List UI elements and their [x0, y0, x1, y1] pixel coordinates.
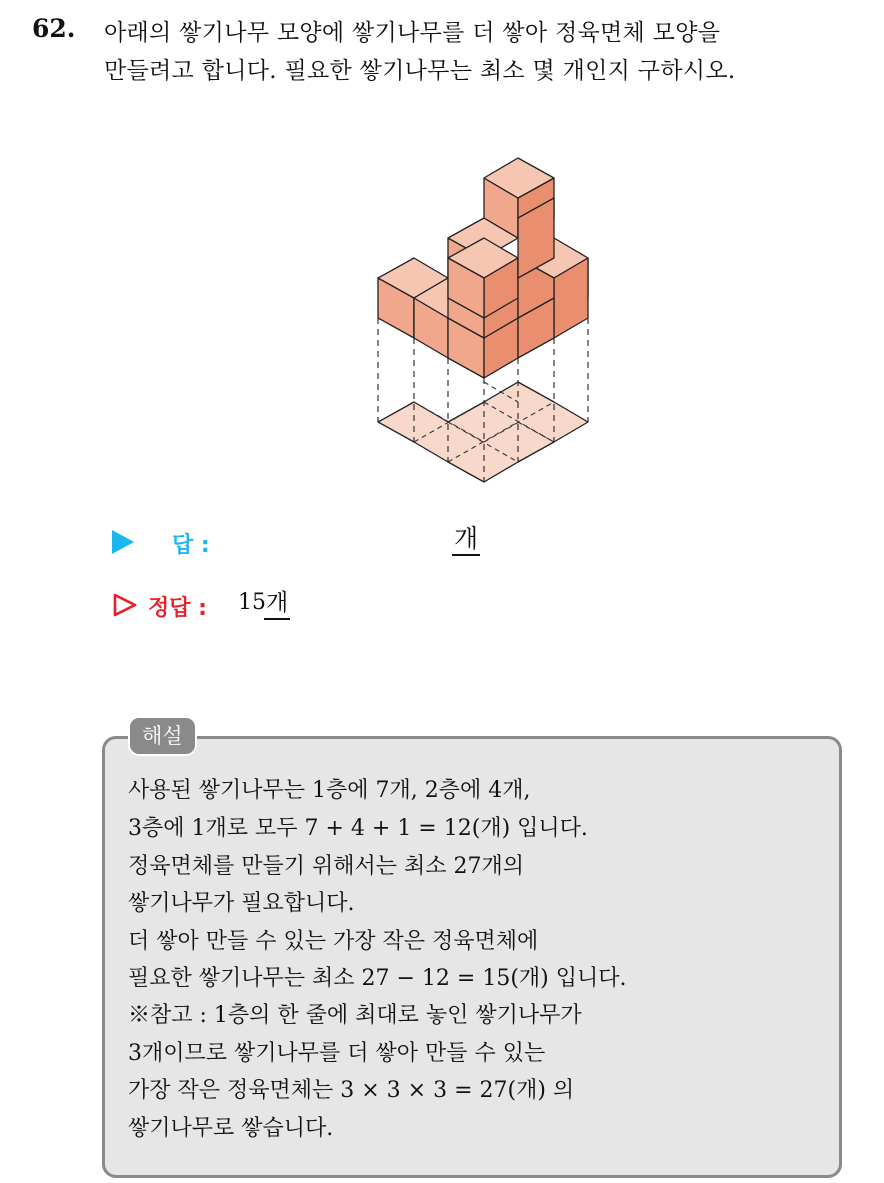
explanation-line: 쌓기나무가 필요합니다.	[128, 891, 355, 916]
correct-answer-unit: 개	[264, 588, 290, 620]
explanation-line: 3개이므로 쌓기나무를 더 쌓아 만들 수 있는	[128, 1041, 546, 1066]
explanation-line: ※참고 : 1층의 한 줄에 최대로 놓인 쌓기나무가	[128, 1003, 582, 1028]
question-number: 62.	[32, 14, 76, 43]
outline-play-arrow-icon	[112, 592, 138, 618]
stacked-cubes-figure	[360, 140, 600, 489]
floor-plan	[378, 382, 588, 482]
explanation-line: 정육면체를 만들기 위해서는 최소 27개의	[128, 854, 524, 879]
explanation-tab: 해설	[128, 716, 197, 756]
answer-marker	[112, 530, 134, 554]
answer-blank-unit[interactable]: 개	[452, 524, 480, 556]
play-arrow-icon	[112, 530, 134, 554]
explanation-line: 3층에 1개로 모두 7 + 4 + 1 = 12(개) 입니다.	[128, 816, 588, 841]
cube-stack-svg	[360, 140, 600, 485]
correct-marker	[112, 592, 138, 618]
cubes	[378, 158, 588, 378]
question-text-line-2: 만들려고 합니다. 필요한 쌓기나무는 최소 몇 개인지 구하시오.	[104, 58, 736, 84]
explanation-line: 필요한 쌓기나무는 최소 27 − 12 = 15(개) 입니다.	[128, 966, 627, 991]
answer-label: 답 :	[172, 533, 210, 558]
explanation-line: 쌓기나무로 쌓습니다.	[128, 1116, 334, 1141]
correct-answer-value: 15	[238, 590, 266, 615]
explanation-line: 더 쌓아 만들 수 있는 가장 작은 정육면체에	[128, 929, 539, 954]
explanation-line: 사용된 쌓기나무는 1층에 7개, 2층에 4개,	[128, 778, 531, 803]
correct-answer-label: 정답 :	[148, 596, 207, 621]
question-text-line-1: 아래의 쌓기나무 모양에 쌓기나무를 더 쌓아 정육면체 모양을	[104, 20, 721, 46]
explanation-line: 가장 작은 정육면체는 3 × 3 × 3 = 27(개) 의	[128, 1078, 575, 1103]
